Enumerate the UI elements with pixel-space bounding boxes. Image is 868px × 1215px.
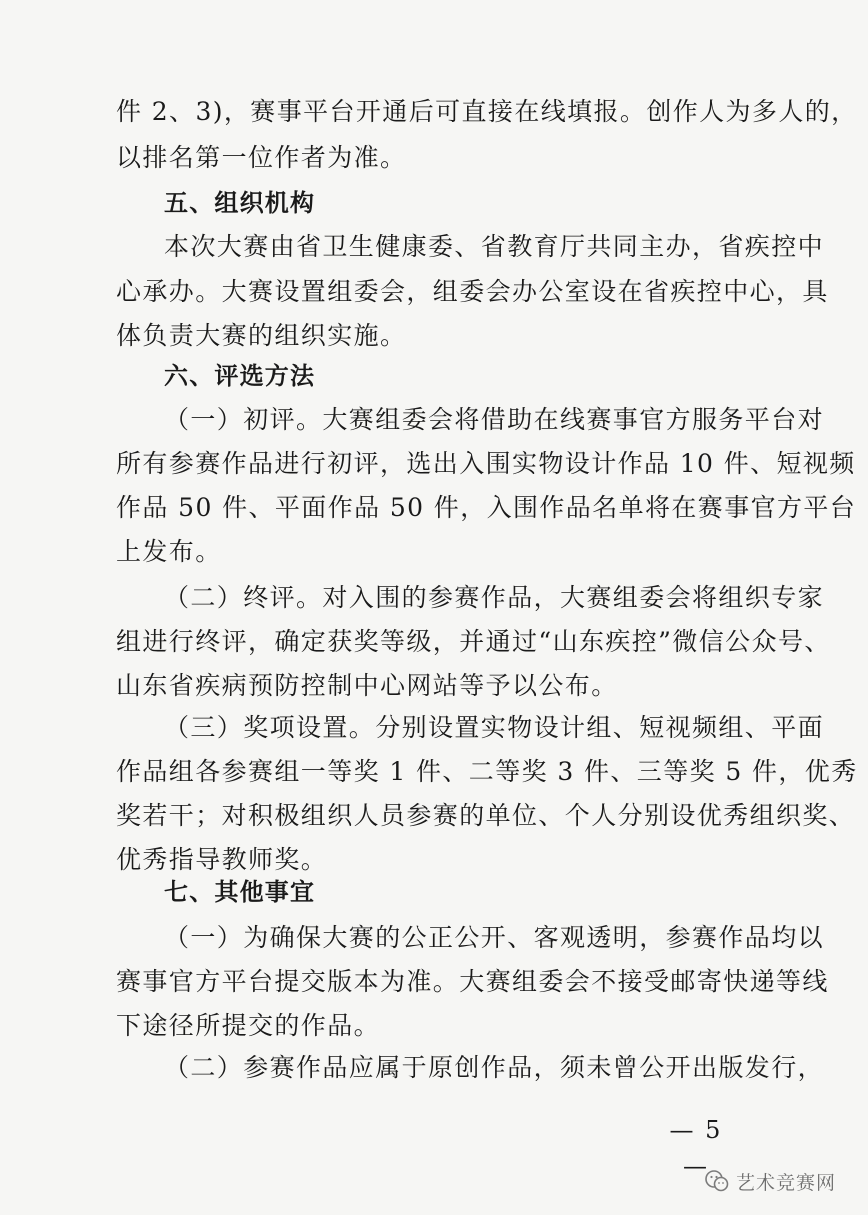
paragraph-line: 以排名第一位作者为准。 [116,143,407,172]
paragraph-line: 体负责大赛的组织实施。 [116,321,407,350]
paragraph-line: 奖若干；对积极组织人员参赛的单位、个人分别设优秀组织奖、 [116,801,856,830]
paragraph-line: 作品 50 件、平面作品 50 件，入围作品名单将在赛事官方平台 [116,493,857,522]
paragraph-line: 山东省疾病预防控制中心网站等予以公布。 [116,671,618,700]
paragraph-line: 下途径所提交的作品。 [116,1011,381,1040]
paragraph-line: 件 2、3)，赛事平台开通后可直接在线填报。创作人为多人的， [116,97,858,126]
paragraph-line: 上发布。 [116,537,222,566]
watermark [704,1164,836,1198]
wechat-icon [704,1168,730,1194]
paragraph-first-line: （一）为确保大赛的公正公开、客观透明，参赛作品均以 [164,923,825,952]
paragraph-line: 所有参赛作品进行初评，选出入围实物设计作品 10 件、短视频 [116,449,856,478]
section-heading: 七、其他事宜 [164,878,316,906]
paragraph-line: 组进行终评，确定获奖等级，并通过“山东疾控”微信公众号、 [116,627,831,656]
paragraph-line: 心承办。大赛设置组委会，组委会办公室设在省疾控中心，具 [116,277,829,306]
paragraph-line: 作品组各参赛组一等奖 1 件、二等奖 3 件、三等奖 5 件，优秀 [116,757,858,786]
paragraph-first-line: （三）奖项设置。分别设置实物设计组、短视频组、平面 [164,713,825,742]
paragraph-first-line: （一）初评。大赛组委会将借助在线赛事官方服务平台对 [164,405,825,434]
paragraph-first-line: （二）参赛作品应属于原创作品，须未曾公开出版发行， [164,1053,825,1082]
paragraph-line: 赛事官方平台提交版本为准。大赛组委会不接受邮寄快递等线 [116,967,829,996]
paragraph-first-line: （二）终评。对入围的参赛作品，大赛组委会将组织专家 [164,583,825,612]
page-number: — 5 — [669,1116,723,1180]
paragraph-line: 优秀指导教师奖。 [116,845,328,874]
section-heading: 五、组织机构 [164,189,316,217]
watermark-text: 艺术竞赛网 [736,1171,837,1194]
section-heading: 六、评选方法 [164,362,316,390]
paragraph-first-line: 本次大赛由省卫生健康委、省教育厅共同主办，省疾控中 [164,232,825,261]
